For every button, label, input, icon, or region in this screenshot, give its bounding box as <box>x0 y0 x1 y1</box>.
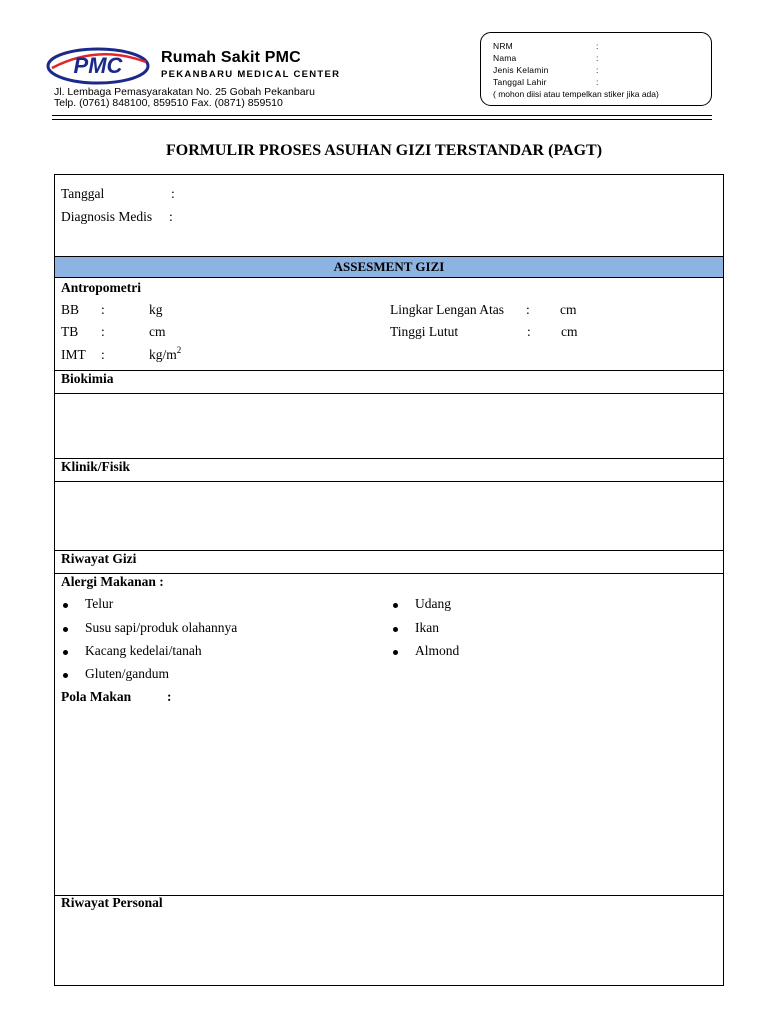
bullet-icon <box>63 673 68 678</box>
klinik-fisik-heading: Klinik/Fisik <box>61 459 131 474</box>
tanggal-colon: : <box>171 186 175 201</box>
hospital-address: Jl. Lembaga Pemasyarakatan No. 25 Gobah Pekanbaru <box>54 86 315 98</box>
tb-label: TB <box>61 324 79 339</box>
tinggi-lutut-colon: : <box>527 324 531 339</box>
patient-identity-box <box>480 32 712 106</box>
bb-colon: : <box>101 302 105 317</box>
divider-klinik-top <box>55 458 723 459</box>
divider-biokimia-bottom <box>55 393 723 394</box>
hospital-name: Rumah Sakit PMC <box>161 49 301 66</box>
nrm-row <box>493 41 599 51</box>
tanggal-lahir-row <box>493 77 599 87</box>
jenis-kelamin-label: Jenis Kelamin <box>493 65 549 75</box>
tanggal-label: Tanggal <box>61 186 105 201</box>
lila-unit: cm <box>560 302 577 317</box>
hospital-logo <box>46 46 154 86</box>
tinggi-lutut-label: Tinggi Lutut <box>390 324 459 339</box>
header-divider-bottom <box>52 119 712 120</box>
alergi-heading: Alergi Makanan : <box>61 574 164 589</box>
biokimia-heading: Biokimia <box>61 371 114 386</box>
alergi-item: Susu sapi/produk olahannya <box>85 620 238 635</box>
bullet-icon <box>63 650 68 655</box>
riwayat-personal-heading: Riwayat Personal <box>61 895 163 910</box>
imt-colon: : <box>101 347 105 362</box>
alergi-item: Kacang kedelai/tanah <box>85 643 202 658</box>
jenis-kelamin-row <box>493 65 599 75</box>
alergi-item: Telur <box>85 596 114 611</box>
riwayat-gizi-heading: Riwayat Gizi <box>61 551 137 566</box>
nama-colon: : <box>596 53 599 63</box>
sticker-note: ( mohon diisi atau tempelkan stiker jika ada) <box>493 89 659 99</box>
pola-makan-label: Pola Makan <box>61 689 132 704</box>
tanggal-lahir-label: Tanggal Lahir <box>493 77 547 87</box>
bullet-icon <box>393 627 398 632</box>
logo-text: PMC <box>73 53 123 78</box>
antropometri-heading: Antropometri <box>61 280 141 295</box>
jenis-kelamin-colon: : <box>596 65 599 75</box>
tanggal-lahir-colon: : <box>596 77 599 87</box>
lila-colon: : <box>526 302 530 317</box>
form-title: FORMULIR PROSES ASUHAN GIZI TERSTANDAR (PAGT) <box>165 142 603 159</box>
divider-riwayat-gizi-top <box>55 550 723 551</box>
lila-label: Lingkar Lengan Atas <box>390 302 504 317</box>
tb-colon: : <box>101 324 105 339</box>
bullet-icon <box>63 603 68 608</box>
pola-makan-colon: : <box>167 689 172 704</box>
imt-unit <box>149 347 181 363</box>
imt-label: IMT <box>61 347 86 362</box>
bullet-icon <box>393 650 398 655</box>
diagnosis-colon: : <box>169 209 173 224</box>
hospital-contact: Telp. (0761) 848100, 859510 Fax. (0871) 859510 <box>54 97 283 109</box>
imt-unit-base: kg/m <box>149 347 177 362</box>
tinggi-lutut-unit: cm <box>561 324 578 339</box>
bb-label: BB <box>61 302 80 317</box>
alergi-item: Almond <box>415 643 460 658</box>
imt-unit-exponent: 2 <box>176 345 182 355</box>
divider-biokimia-top <box>55 370 723 371</box>
bullet-icon <box>393 603 398 608</box>
bullet-icon <box>63 627 68 632</box>
alergi-item: Ikan <box>415 620 439 635</box>
alergi-item: Udang <box>415 596 451 611</box>
tb-unit: cm <box>149 324 166 339</box>
bb-unit: kg <box>149 302 163 317</box>
divider-klinik-bottom <box>55 481 723 482</box>
alergi-item: Gluten/gandum <box>85 666 169 681</box>
nrm-colon: : <box>596 41 599 51</box>
header-divider-top <box>52 115 712 116</box>
assessment-header: ASSESMENT GIZI <box>55 256 723 278</box>
nama-row <box>493 53 599 63</box>
nrm-label: NRM <box>493 41 513 51</box>
diagnosis-label: Diagnosis Medis <box>61 209 153 224</box>
nama-label: Nama <box>493 53 517 63</box>
hospital-subtitle: PEKANBARU MEDICAL CENTER <box>161 69 341 80</box>
pagt-form <box>54 174 724 986</box>
